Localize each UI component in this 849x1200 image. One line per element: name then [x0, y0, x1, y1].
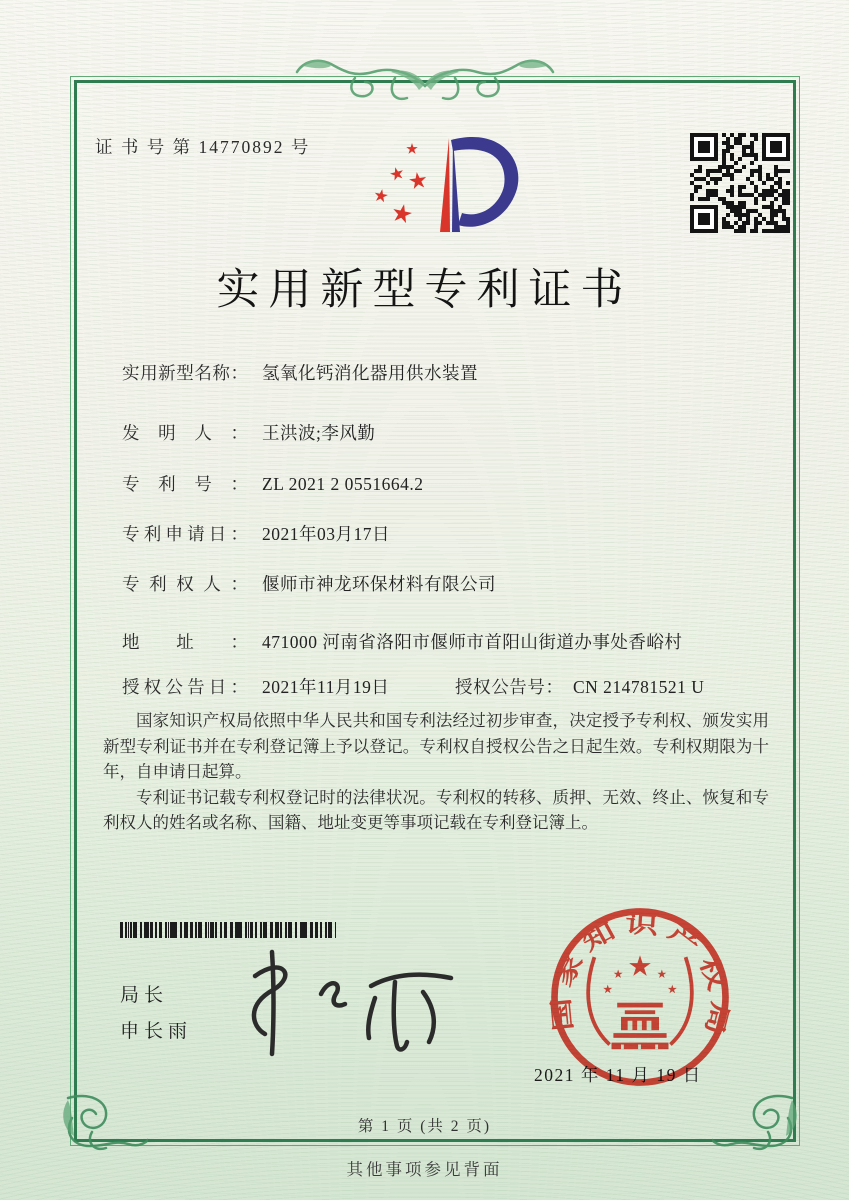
field-grant-number — [455, 674, 704, 699]
field-filing-date — [122, 521, 390, 546]
commissioner-signature — [225, 942, 475, 1062]
field-label: 授权公告号： — [455, 677, 563, 697]
seal-ring-text: 国家知识产权局 — [549, 911, 733, 1034]
page-number: 第 1 页 (共 2 页) — [357, 1118, 492, 1135]
certificate-number: 证 书 号 第 14770892 号 — [95, 137, 311, 157]
field-value: 2021年11月19日 — [262, 677, 390, 697]
field-label: 专利申请日： — [122, 524, 248, 544]
qr-code — [690, 133, 790, 233]
bottom-left-flourish — [58, 1088, 148, 1163]
back-note: 其他事项参见背面 — [346, 1160, 503, 1179]
field-inventor — [122, 420, 375, 445]
field-patentee — [122, 571, 496, 596]
field-value: 偃师市神龙环保材料有限公司 — [262, 574, 496, 594]
field-label: 实用新型名称： — [122, 363, 248, 383]
commissioner-title: 局长 — [120, 985, 169, 1006]
field-value: 2021年03月17日 — [262, 524, 390, 544]
field-label: 专利权人： — [122, 574, 248, 594]
field-value: 王洪波;李风勤 — [262, 423, 376, 443]
field-label: 授权公告日： — [122, 677, 248, 697]
top-flourish-ornament — [295, 48, 555, 110]
field-value: ZL 2021 2 0551664.2 — [262, 474, 424, 494]
barcode — [120, 922, 336, 938]
field-value: 471000 河南省洛阳市偃师市首阳山街道办事处香峪村 — [262, 632, 683, 652]
field-patent-number — [122, 471, 423, 496]
cnipa-logo-icon — [354, 124, 524, 244]
field-grant-date — [122, 674, 389, 699]
field-utility-model-name — [122, 360, 478, 385]
legal-paragraph-2: 专利证书记载专利权登记时的法律状况。专利权的转移、质押、无效、终止、恢复和专利权人的姓名或名称、国籍、地址变更等事项记载在专利登记簿上。 — [103, 787, 769, 832]
field-label: 发明人： — [122, 423, 248, 443]
field-address — [122, 629, 682, 654]
commissioner-name: 申长雨 — [120, 1021, 193, 1042]
field-label: 地址： — [122, 632, 248, 652]
field-value: 氢氧化钙消化器用供水装置 — [262, 363, 478, 383]
legal-paragraph-1: 国家知识产权局依照中华人民共和国专利法经过初步审查，决定授予专利权、颁发实用新型专利证书并在专利登记簿上予以登记。专利权自授权公告之日起生效。专利权期限为十年，自申请日起算。 — [103, 711, 769, 781]
certificate-title: 实用新型专利证书 — [216, 267, 633, 314]
field-label: 专利号： — [122, 474, 248, 494]
bottom-right-flourish — [712, 1088, 802, 1163]
legal-text — [103, 708, 769, 836]
seal-date: 2021 年 11 月 19 日 — [534, 1065, 702, 1085]
official-seal — [545, 902, 735, 1092]
field-value: CN 214781521 U — [573, 677, 705, 697]
